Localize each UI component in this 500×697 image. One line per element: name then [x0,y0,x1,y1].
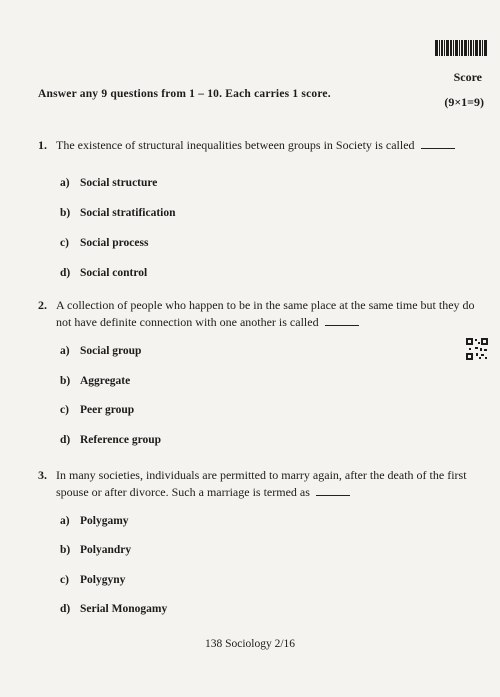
instruction-text: Answer any 9 questions from 1 – 10. Each carries 1 score. [38,88,331,100]
option-2a: a) Social group [60,345,142,357]
answer-blank [316,485,350,496]
qr-code-icon [466,338,488,360]
question-text: A collection of people who happen to be in the same place at the same time but they do [56,298,475,312]
question-3 [38,467,478,501]
option-2c: c) Peer group [60,404,135,416]
question-text-continued: spouse or after divorce. Such a marriage is termed as [56,485,310,499]
option-3b: b) Polyandry [60,544,132,556]
question-text-continued: not have definite connection with one another is called [56,315,319,329]
option-2b: b) Aggregate [60,375,131,387]
score-formula: (9×1=9) [444,95,484,109]
option-1a: a) Social structure [60,177,158,189]
question-number: 1. [38,138,47,152]
question-text: In many societies, individuals are permitted to marry again, after the death of the first [56,468,467,482]
option-2d: d) Reference group [60,434,162,446]
question-2 [38,297,478,331]
question-number: 3. [38,468,47,482]
option-3c: c) Polygyny [60,574,126,586]
score-label: Score [453,70,482,84]
page-footer: 138 Sociology 2/16 [204,638,296,650]
question-number: 2. [38,298,47,312]
question-1 [38,137,478,154]
option-1b: b) Social stratification [60,207,176,219]
barcode-icon [435,40,487,56]
option-3a: a) Polygamy [60,515,129,527]
answer-blank [325,315,359,326]
option-1c: c) Social process [60,237,149,249]
answer-blank [421,138,455,149]
question-text: The existence of structural inequalities between groups in Society is called [56,138,415,152]
option-3d: d) Serial Monogamy [60,603,168,615]
option-1d: d) Social control [60,267,148,279]
